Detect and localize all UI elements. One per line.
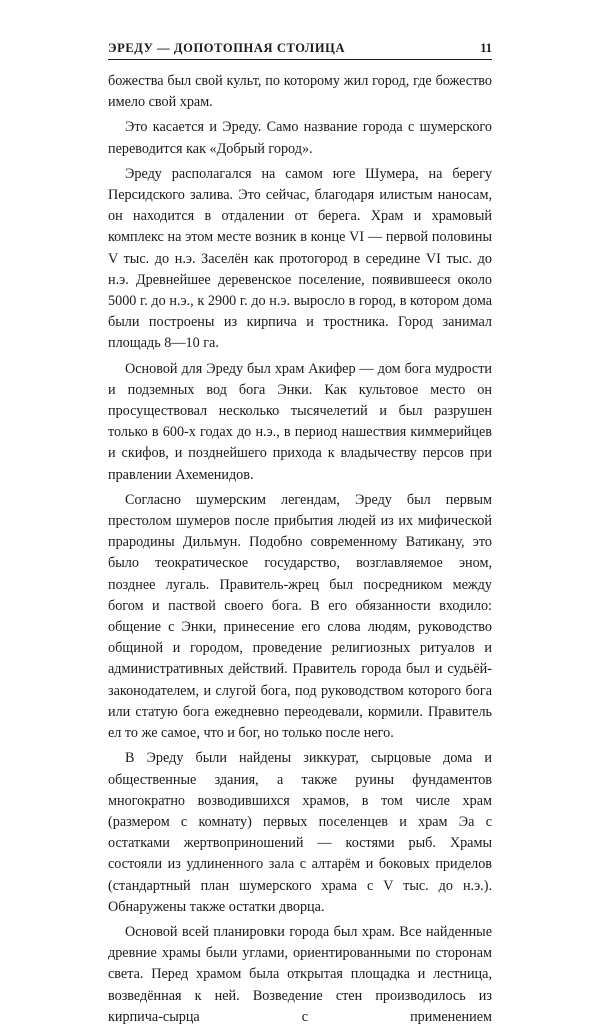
body-text (108, 71, 492, 1028)
paragraph-findings: В Эреду были найдены зиккурат, сырцовые дома и общественные здания, а также руины фундаментов многократно возводившихся храмов, в том числе храм (размером с комнату) первых поселенцев и храм Эа с остатками жертвоприношений — костями рыб. Храмы состояли из удлиненного зала с алтарём и боковых приделов (стандартный план шумерского храма с V тыс. до н.э.). Обнаружены также остатки дворца. (108, 750, 492, 915)
chapter-title: ЭРЕДУ — ДОПОТОПНАЯ СТОЛИЦА (108, 41, 346, 55)
paragraph-location: Эреду располагался на самом юге Шумера, на берегу Персидского залива. Это сейчас, благодаря илистым наносам, он находится в отдалении от берега. Храм и храмовый комплекс на этом месте возник в конце VI — первой половины V тыс. до н.э. Заселён как протогород в середине VI тыс. до н.э. Древнейшее деревенское поселение, появившееся около 5000 г. до н.э., к 2900 г. до н.э. выросло в город, в котором дома были построены из кирпича и тростника. Город занимал площадь 8—10 га. (108, 165, 492, 352)
header-rule (108, 59, 492, 60)
running-header (108, 40, 492, 56)
page-number: 11 (480, 41, 492, 55)
paragraph-legends: Согласно шумерским легендам, Эреду был первым престолом шумеров после прибытия людей из их мифической прародины Дильмун. Подобно современному Ватикану, это было теократическое государство, возглавляемое эном, позднее лугаль. Правитель-жрец был посредником между богом и паствой своего бога. В его обязанности входило: общение с Энки, принесение его слова людям, руководство общиной и городом, проведение религиозных ритуалов и административных действий. Правитель города был и судьёй-законодателем, и слугой бога, под руководством которого бога или статую бога ежедневно переодевали, кормили. Правитель ел то же самое, что и бог, но только после него. (108, 491, 492, 742)
paragraph-city-plan: Основой всей планировки города был храм. Все найденные древние храмы были углами, ориентированными по сторонам света. Перед храмом была открытая площадка и лестница, возведённая к ней. Возведение стен производилось из кирпича-сырца с применением (108, 923, 492, 1025)
paragraph-name-meaning: Это касается и Эреду. Само название города с шумерского переводится как «Добрый город». (108, 119, 492, 157)
paragraph-temple-akifer: Основой для Эреду был храм Акифер — дом бога мудрости и подземных вод бога Энки. Как культовое место он просуществовал несколько тысячелетий и был разрушен только в 600-х годах до н.э., в период нашествия киммерийцев и скифов, и позднейшего прихода к владычеству персов при правлении Ахеменидов. (108, 360, 492, 483)
paragraph-continuation: божества был свой культ, по которому жил город, где божество имело свой храм. (108, 73, 492, 111)
